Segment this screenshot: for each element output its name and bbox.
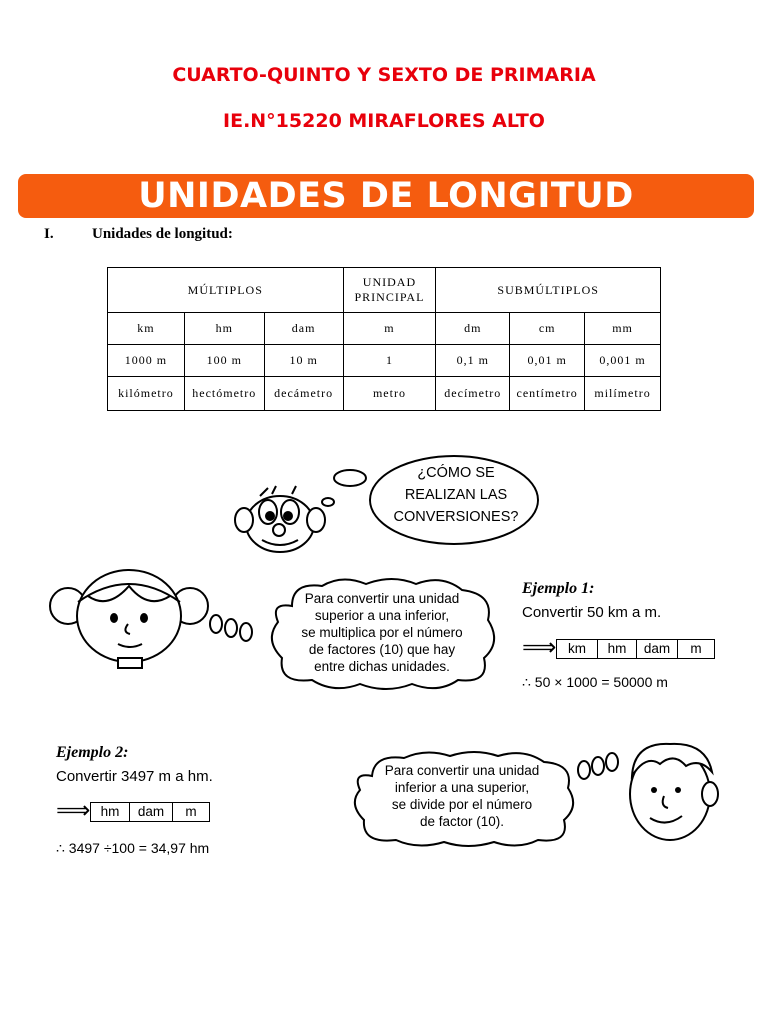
principal-header-line1: UNIDAD bbox=[362, 275, 417, 290]
implies-arrow-icon: ⟹ bbox=[56, 797, 91, 824]
example2-statement: Convertir 3497 m a hm. bbox=[56, 768, 213, 785]
principal-header-line2: PRINCIPAL bbox=[354, 290, 425, 305]
table-row bbox=[108, 344, 661, 376]
rule-line: Para convertir una unidad bbox=[384, 763, 540, 778]
table-cell: milímetro bbox=[585, 376, 661, 410]
table-cell: mm bbox=[585, 313, 661, 344]
multiples-header: MÚLTIPLOS bbox=[108, 268, 344, 313]
girl-face-icon bbox=[48, 566, 264, 670]
table-cell: metro bbox=[343, 376, 436, 410]
table-cell: 0,01 m bbox=[510, 344, 585, 376]
question-line: ¿CÓMO SE bbox=[417, 465, 495, 481]
example1-result: ∴ 50 × 1000 = 50000 m bbox=[522, 674, 668, 690]
school-name-title: IE.N°15220 MIRAFLORES ALTO bbox=[223, 110, 545, 132]
example1-unit-boxes bbox=[556, 639, 715, 659]
table-cell: 1 bbox=[343, 344, 436, 376]
unit-box: km bbox=[557, 640, 598, 658]
table-cell: dm bbox=[436, 313, 510, 344]
table-cell: kilómetro bbox=[108, 376, 185, 410]
school-grades-title: CUARTO-QUINTO Y SEXTO DE PRIMARIA bbox=[172, 64, 596, 86]
rule-line: Para convertir una unidad bbox=[304, 591, 460, 606]
table-cell: 100 m bbox=[184, 344, 264, 376]
table-cell: 0,001 m bbox=[585, 344, 661, 376]
submultiples-header: SUBMÚLTIPLOS bbox=[436, 268, 661, 313]
section-number: I. bbox=[44, 226, 54, 242]
table-row bbox=[108, 313, 661, 344]
table-cell: centímetro bbox=[510, 376, 585, 410]
table-cell: 10 m bbox=[264, 344, 343, 376]
table-cell: km bbox=[108, 313, 185, 344]
table-cell: 1000 m bbox=[108, 344, 185, 376]
table-cell: hectómetro bbox=[184, 376, 264, 410]
principal-unit-header bbox=[343, 268, 436, 313]
unit-box: hm bbox=[598, 640, 637, 658]
rule-line: superior a una inferior, bbox=[314, 608, 450, 623]
table-cell: 0,1 m bbox=[436, 344, 510, 376]
unit-box: m bbox=[690, 641, 702, 656]
example2-unit-boxes bbox=[90, 802, 210, 822]
question-line: REALIZAN LAS bbox=[404, 487, 508, 503]
table-cell: decámetro bbox=[264, 376, 343, 410]
implies-arrow-icon: ⟹ bbox=[522, 634, 557, 661]
rule-line: entre dichas unidades. bbox=[314, 659, 450, 674]
unit-box: dam bbox=[130, 803, 173, 821]
table-cell: hm bbox=[184, 313, 264, 344]
table-cell: m bbox=[343, 313, 436, 344]
question-line: CONVERSIONES? bbox=[393, 509, 519, 525]
question-bubble-text bbox=[376, 462, 536, 528]
unit-box: dam bbox=[637, 640, 678, 658]
rule-line: inferior a una superior, bbox=[394, 780, 530, 795]
example1-title: Ejemplo 1: bbox=[522, 580, 595, 597]
example2-title: Ejemplo 2: bbox=[56, 744, 129, 761]
table-group-row bbox=[108, 268, 661, 313]
table-cell: decímetro bbox=[436, 376, 510, 410]
rule-line: de factores (10) que hay bbox=[308, 642, 456, 657]
clown-face-icon bbox=[232, 484, 328, 556]
boy-face-icon bbox=[574, 736, 724, 848]
example1-statement: Convertir 50 km a m. bbox=[522, 604, 662, 621]
unit-box: m bbox=[185, 804, 197, 819]
table-row bbox=[108, 376, 661, 410]
rule-line: de factor (10). bbox=[419, 814, 505, 829]
page-title-banner: UNIDADES DE LONGITUD bbox=[18, 174, 754, 218]
length-units-table bbox=[107, 267, 661, 411]
section-title: Unidades de longitud: bbox=[92, 226, 233, 242]
unit-box: hm bbox=[91, 803, 130, 821]
example2-result: ∴ 3497 ÷100 = 34,97 hm bbox=[56, 840, 210, 856]
multiply-rule-text bbox=[276, 590, 488, 675]
table-cell: dam bbox=[264, 313, 343, 344]
rule-line: se multiplica por el número bbox=[301, 625, 463, 640]
table-cell: cm bbox=[510, 313, 585, 344]
rule-line: se divide por el número bbox=[391, 797, 533, 812]
divide-rule-text bbox=[360, 762, 564, 830]
